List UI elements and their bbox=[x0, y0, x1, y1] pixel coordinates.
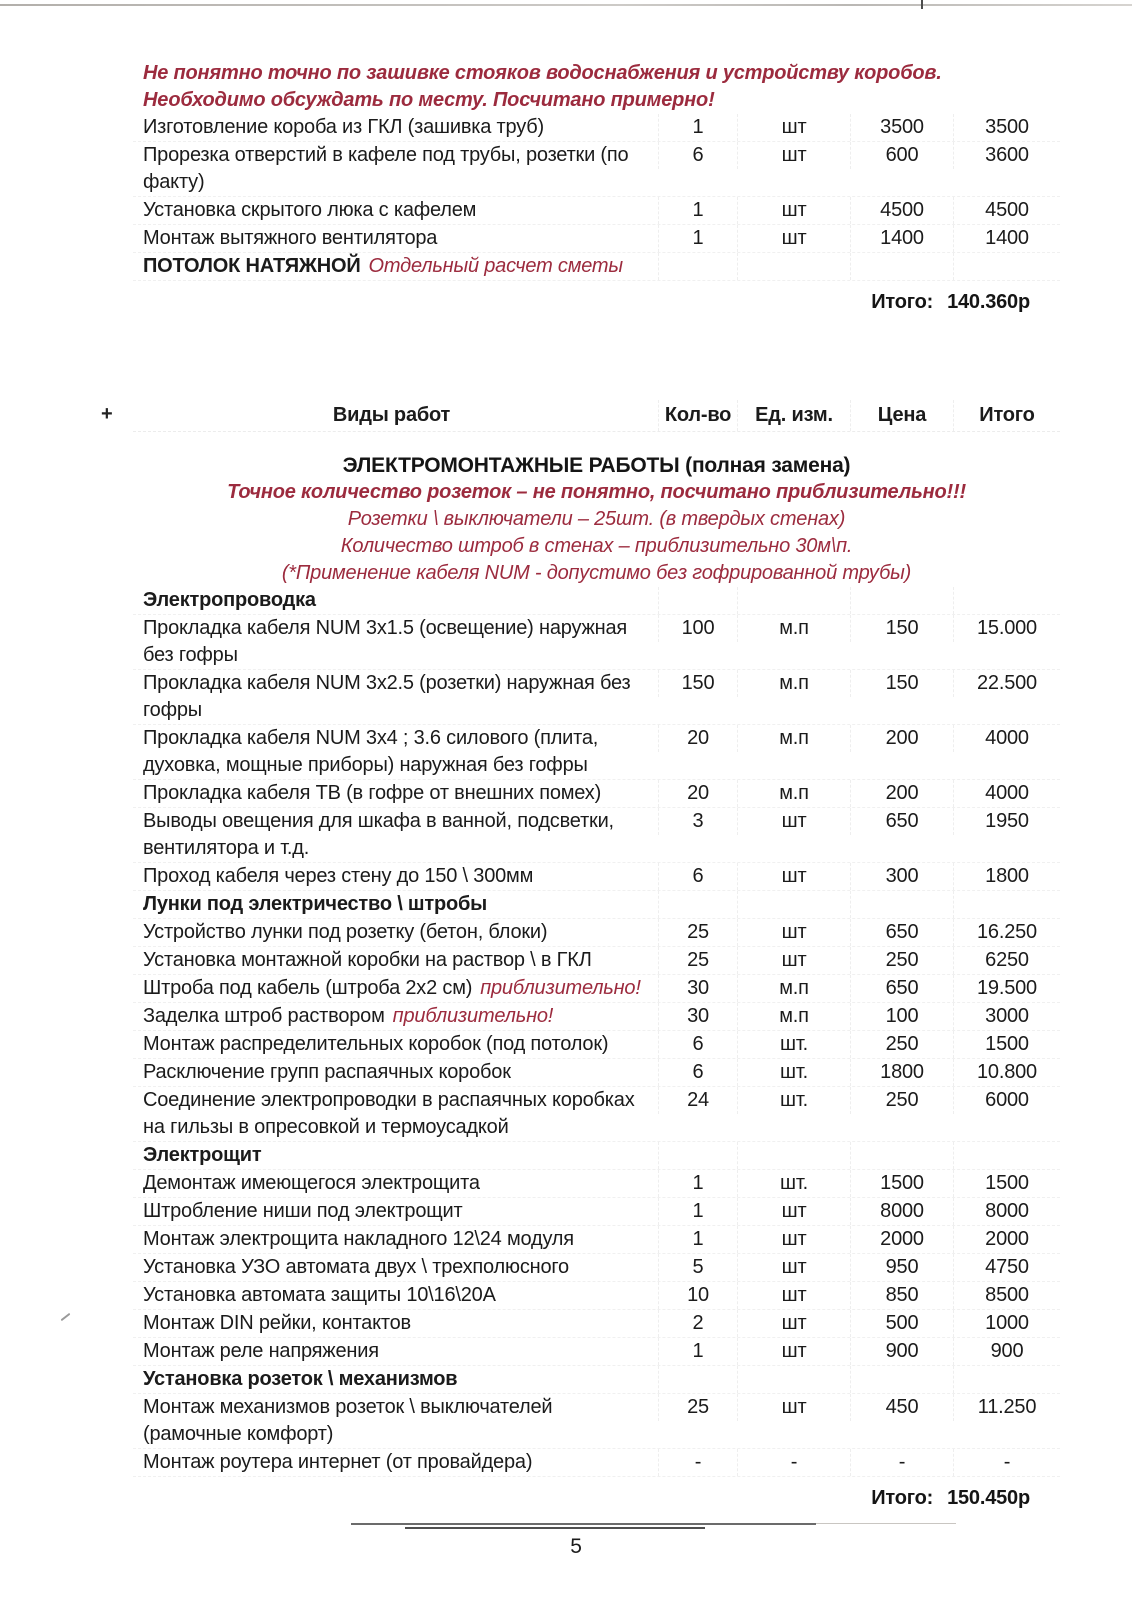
header-total: Итого bbox=[953, 400, 1060, 431]
work-description-cell bbox=[133, 1003, 658, 1030]
unit-cell: шт bbox=[737, 1282, 850, 1309]
unit-cell: м.п bbox=[737, 975, 850, 1002]
quantity-cell bbox=[658, 253, 737, 280]
unit-cell: шт bbox=[737, 142, 850, 169]
work-description-cell bbox=[133, 587, 658, 614]
subtotal-label: Итого: bbox=[871, 291, 934, 313]
unit-cell bbox=[737, 253, 850, 280]
price-cell: 1800 bbox=[850, 1059, 953, 1086]
work-description: ПОТОЛОК НАТЯЖНОЙ bbox=[143, 255, 361, 277]
unit-cell: м.п bbox=[737, 1003, 850, 1030]
price-cell: 2000 bbox=[850, 1226, 953, 1253]
price-cell bbox=[850, 587, 953, 614]
subtotal-label: Итого: bbox=[871, 1487, 934, 1509]
table-row bbox=[133, 1003, 1060, 1031]
unit-cell: м.п bbox=[737, 615, 850, 642]
header-unit: Ед. изм. bbox=[737, 400, 850, 431]
table-row bbox=[133, 1254, 1060, 1282]
total-cell: 2000 bbox=[953, 1226, 1060, 1253]
header-price: Цена bbox=[850, 400, 953, 431]
price-cell: 950 bbox=[850, 1254, 953, 1281]
total-cell: 3600 bbox=[953, 142, 1060, 169]
table-row bbox=[133, 670, 1060, 725]
table-row bbox=[133, 142, 1060, 197]
total-cell: 4500 bbox=[953, 197, 1060, 224]
unit-cell bbox=[737, 1366, 850, 1393]
price-cell: 500 bbox=[850, 1310, 953, 1337]
table-header-row bbox=[133, 400, 1060, 432]
work-description-cell bbox=[133, 1254, 658, 1281]
table-row bbox=[133, 1198, 1060, 1226]
subtotal-value: 140.360р bbox=[947, 291, 1030, 313]
total-cell: - bbox=[953, 1449, 1060, 1476]
work-description: Установка автомата защиты 10\16\20А bbox=[143, 1284, 496, 1306]
total-cell: 1800 bbox=[953, 863, 1060, 890]
table-row bbox=[133, 808, 1060, 863]
quantity-cell: 6 bbox=[658, 863, 737, 890]
unit-cell: шт bbox=[737, 919, 850, 946]
work-description: Прорезка отверстий в кафеле под трубы, розетки (по факту) bbox=[143, 144, 629, 193]
quantity-cell bbox=[658, 891, 737, 918]
unit-cell: шт. bbox=[737, 1059, 850, 1086]
total-cell: 3000 bbox=[953, 1003, 1060, 1030]
note-line: Точное количество розеток – не понятно, посчитано приблизительно!!! bbox=[227, 481, 966, 503]
total-cell: 11.250 bbox=[953, 1394, 1060, 1421]
price-cell: 1500 bbox=[850, 1170, 953, 1197]
work-description-note: приблизительно! bbox=[480, 977, 641, 999]
work-description-cell bbox=[133, 891, 658, 918]
note-line: Розетки \ выключатели – 25шт. (в твердых стенах) bbox=[347, 508, 846, 530]
total-cell: 4750 bbox=[953, 1254, 1060, 1281]
quantity-cell: 6 bbox=[658, 142, 737, 169]
quantity-cell: 1 bbox=[658, 1338, 737, 1365]
total-cell: 8000 bbox=[953, 1198, 1060, 1225]
work-table-top bbox=[133, 114, 1060, 281]
unit-cell: шт. bbox=[737, 1170, 850, 1197]
total-cell bbox=[953, 587, 1060, 614]
page-number: 5 bbox=[570, 1535, 582, 1558]
quantity-cell: 6 bbox=[658, 1031, 737, 1058]
quantity-cell: 100 bbox=[658, 615, 737, 642]
work-description-cell bbox=[133, 1059, 658, 1086]
total-cell: 1500 bbox=[953, 1031, 1060, 1058]
quantity-cell: 30 bbox=[658, 1003, 737, 1030]
price-cell: 450 bbox=[850, 1394, 953, 1421]
price-cell: 900 bbox=[850, 1338, 953, 1365]
work-description-cell bbox=[133, 1338, 658, 1365]
table-row bbox=[133, 919, 1060, 947]
total-cell: 8500 bbox=[953, 1282, 1060, 1309]
work-description: Устройство лунки под розетку (бетон, блоки) bbox=[143, 921, 548, 943]
work-description-note: приблизительно! bbox=[392, 1005, 554, 1027]
subtotal-line bbox=[133, 1485, 1030, 1512]
table-row bbox=[133, 253, 1060, 281]
work-description: Монтаж распределительных коробок (под потолок) bbox=[143, 1033, 609, 1055]
quantity-cell: 20 bbox=[658, 780, 737, 807]
table-row bbox=[133, 975, 1060, 1003]
scan-artifact-topline bbox=[0, 4, 1132, 6]
work-description-note: Отдельный расчет сметы bbox=[368, 255, 623, 277]
total-cell bbox=[953, 1142, 1060, 1169]
unit-cell: шт bbox=[737, 1338, 850, 1365]
work-description-cell bbox=[133, 1366, 658, 1393]
total-cell: 6000 bbox=[953, 1087, 1060, 1114]
work-description-cell bbox=[133, 225, 658, 252]
unit-cell: - bbox=[737, 1449, 850, 1476]
header-work-types: Виды работ bbox=[332, 404, 451, 426]
quantity-cell bbox=[658, 587, 737, 614]
price-cell: 4500 bbox=[850, 197, 953, 224]
header-quantity: Кол-во bbox=[658, 400, 737, 431]
unit-cell: шт bbox=[737, 1310, 850, 1337]
electrical-works-section bbox=[133, 452, 1060, 1512]
work-description: Лунки под электричество \ штробы bbox=[143, 893, 488, 915]
unit-cell: шт bbox=[737, 1198, 850, 1225]
work-description: Монтаж DIN рейки, контактов bbox=[143, 1312, 411, 1334]
work-description: Демонтаж имеющегося электрощита bbox=[143, 1172, 480, 1194]
work-description-cell bbox=[133, 947, 658, 974]
quantity-cell: 24 bbox=[658, 1087, 737, 1114]
total-cell: 3500 bbox=[953, 114, 1060, 141]
work-description: Прокладка кабеля NUM 3х2.5 (розетки) наружная без гофры bbox=[143, 672, 631, 721]
table-row bbox=[133, 197, 1060, 225]
unit-cell: шт bbox=[737, 808, 850, 835]
footer-rule-faint bbox=[816, 1523, 956, 1524]
price-cell: 200 bbox=[850, 780, 953, 807]
unit-cell: шт bbox=[737, 197, 850, 224]
table-row bbox=[133, 1338, 1060, 1366]
scan-artifact-tick bbox=[921, 0, 923, 9]
work-description: Соединение электропроводки в распаячных коробках на гильзы в опресовкой и термоусадкой bbox=[143, 1089, 635, 1138]
work-description-cell bbox=[133, 615, 658, 669]
work-description-cell bbox=[133, 1226, 658, 1253]
price-cell: 150 bbox=[850, 615, 953, 642]
unit-cell: м.п bbox=[737, 725, 850, 752]
work-description: Заделка штроб раствором bbox=[143, 1005, 385, 1027]
work-description: Установка монтажной коробки на раствор \ в ГКЛ bbox=[143, 949, 592, 971]
table-row bbox=[133, 1282, 1060, 1310]
work-description: Электропроводка bbox=[143, 589, 316, 611]
work-description: Штробление ниши под электрощит bbox=[143, 1200, 463, 1222]
unit-cell bbox=[737, 1142, 850, 1169]
quantity-cell: 25 bbox=[658, 947, 737, 974]
unit-cell: шт bbox=[737, 863, 850, 890]
work-description: Монтаж электрощита накладного 12\24 модуля bbox=[143, 1228, 574, 1250]
work-description-cell bbox=[133, 1449, 658, 1476]
work-description: Электрощит bbox=[143, 1144, 262, 1166]
unit-cell: шт. bbox=[737, 1031, 850, 1058]
total-cell: 1000 bbox=[953, 1310, 1060, 1337]
work-description: Выводы овещения для шкафа в ванной, подсветки, вентилятора и т.д. bbox=[143, 810, 614, 859]
price-cell: 250 bbox=[850, 1031, 953, 1058]
quantity-cell: 1 bbox=[658, 114, 737, 141]
work-description-cell bbox=[133, 253, 658, 280]
price-cell: 300 bbox=[850, 863, 953, 890]
total-cell bbox=[953, 891, 1060, 918]
table-row bbox=[133, 1087, 1060, 1142]
total-cell bbox=[953, 1366, 1060, 1393]
work-description-cell bbox=[133, 1394, 658, 1448]
table-row bbox=[133, 1031, 1060, 1059]
work-description: Проход кабеля через стену до 150 \ 300мм bbox=[143, 865, 534, 887]
unit-cell: шт bbox=[737, 1226, 850, 1253]
unit-cell: м.п bbox=[737, 670, 850, 697]
price-cell: 100 bbox=[850, 1003, 953, 1030]
total-cell: 1500 bbox=[953, 1170, 1060, 1197]
work-description-cell bbox=[133, 1170, 658, 1197]
table-row bbox=[133, 615, 1060, 670]
price-cell: 650 bbox=[850, 919, 953, 946]
total-cell: 19.500 bbox=[953, 975, 1060, 1002]
table-row bbox=[133, 225, 1060, 253]
unit-cell bbox=[737, 587, 850, 614]
work-description: Изготовление короба из ГКЛ (зашивка труб) bbox=[143, 116, 544, 138]
total-cell: 4000 bbox=[953, 725, 1060, 752]
work-description: Установка скрытого люка с кафелем bbox=[143, 199, 477, 221]
price-cell: 150 bbox=[850, 670, 953, 697]
work-description-cell bbox=[133, 1310, 658, 1337]
quantity-cell: 25 bbox=[658, 919, 737, 946]
unit-cell: шт bbox=[737, 1254, 850, 1281]
work-description-cell bbox=[133, 1198, 658, 1225]
work-description-cell bbox=[133, 114, 658, 141]
work-table-electrical bbox=[133, 587, 1060, 1477]
table-row bbox=[133, 725, 1060, 780]
total-cell: 22.500 bbox=[953, 670, 1060, 697]
price-cell: 650 bbox=[850, 975, 953, 1002]
price-cell bbox=[850, 1366, 953, 1393]
unit-cell: шт bbox=[737, 1394, 850, 1421]
work-description: Прокладка кабеля NUM 3х4 ; 3.6 силового (плита, духовка, мощные приборы) наружная без гофры bbox=[143, 727, 599, 776]
quantity-cell: 150 bbox=[658, 670, 737, 697]
work-description: Монтаж механизмов розеток \ выключателей (рамочные комфорт) bbox=[143, 1396, 553, 1445]
table-row bbox=[133, 863, 1060, 891]
work-description-cell bbox=[133, 142, 658, 196]
price-cell: 850 bbox=[850, 1282, 953, 1309]
quantity-cell: - bbox=[658, 1449, 737, 1476]
subtotal-value: 150.450р bbox=[947, 1487, 1030, 1509]
table-row bbox=[133, 1394, 1060, 1449]
quantity-cell: 6 bbox=[658, 1059, 737, 1086]
price-cell bbox=[850, 253, 953, 280]
work-description-cell bbox=[133, 1031, 658, 1058]
unit-cell bbox=[737, 891, 850, 918]
note-line: (*Применение кабеля NUM - допустимо без гофрированной трубы) bbox=[281, 562, 912, 584]
section-title: ЭЛЕКТРОМОНТАЖНЫЕ РАБОТЫ (полная замена) bbox=[342, 454, 851, 477]
price-cell: 200 bbox=[850, 725, 953, 752]
note-line: Количество штроб в стенах – приблизительно 30м\п. bbox=[340, 535, 853, 557]
table-row bbox=[133, 1059, 1060, 1087]
table-row bbox=[133, 1170, 1060, 1198]
quantity-cell bbox=[658, 1366, 737, 1393]
work-description-cell bbox=[133, 863, 658, 890]
unit-cell: м.п bbox=[737, 780, 850, 807]
quantity-cell: 25 bbox=[658, 1394, 737, 1421]
price-cell: 1400 bbox=[850, 225, 953, 252]
unit-cell: шт bbox=[737, 225, 850, 252]
work-description-cell bbox=[133, 975, 658, 1002]
work-description-cell bbox=[133, 808, 658, 862]
note-line: Не понятно точно по зашивке стояков водоснабжения и устройству коробов. bbox=[143, 62, 942, 84]
price-cell: 600 bbox=[850, 142, 953, 169]
table-row bbox=[133, 1310, 1060, 1338]
total-cell: 1950 bbox=[953, 808, 1060, 835]
table-row bbox=[133, 587, 1060, 615]
total-cell: 6250 bbox=[953, 947, 1060, 974]
price-cell bbox=[850, 1142, 953, 1169]
work-description: Монтаж реле напряжения bbox=[143, 1340, 379, 1362]
work-description-cell bbox=[133, 919, 658, 946]
quantity-cell: 1 bbox=[658, 1226, 737, 1253]
total-cell: 4000 bbox=[953, 780, 1060, 807]
quantity-cell: 1 bbox=[658, 1170, 737, 1197]
price-cell: 3500 bbox=[850, 114, 953, 141]
work-description-cell bbox=[133, 725, 658, 779]
price-cell bbox=[850, 891, 953, 918]
subtotal-line bbox=[133, 289, 1030, 316]
unit-cell: шт bbox=[737, 114, 850, 141]
footer-rule bbox=[351, 1523, 816, 1525]
quantity-cell: 10 bbox=[658, 1282, 737, 1309]
work-description: Монтаж вытяжного вентилятора bbox=[143, 227, 438, 249]
work-description: Монтаж роутера интернет (от провайдера) bbox=[143, 1451, 533, 1473]
total-cell: 16.250 bbox=[953, 919, 1060, 946]
price-cell: 250 bbox=[850, 947, 953, 974]
table-row bbox=[133, 1226, 1060, 1254]
table-row bbox=[133, 780, 1060, 808]
total-cell: 900 bbox=[953, 1338, 1060, 1365]
quantity-cell bbox=[658, 1142, 737, 1169]
quantity-cell: 20 bbox=[658, 725, 737, 752]
table-row bbox=[133, 1366, 1060, 1394]
work-description: Установка розеток \ механизмов bbox=[143, 1368, 458, 1390]
work-description: Штроба под кабель (штроба 2х2 см) bbox=[143, 977, 473, 999]
work-description: Расключение групп распаячных коробок bbox=[143, 1061, 511, 1083]
work-description-cell bbox=[133, 780, 658, 807]
quantity-cell: 1 bbox=[658, 1198, 737, 1225]
total-cell: 1400 bbox=[953, 225, 1060, 252]
price-cell: 8000 bbox=[850, 1198, 953, 1225]
total-cell: 15.000 bbox=[953, 615, 1060, 642]
table-row bbox=[133, 891, 1060, 919]
quantity-cell: 5 bbox=[658, 1254, 737, 1281]
table-row bbox=[133, 1142, 1060, 1170]
outline-plus-mark: + bbox=[101, 403, 113, 425]
quantity-cell: 30 bbox=[658, 975, 737, 1002]
table-row bbox=[133, 947, 1060, 975]
work-description-cell bbox=[133, 1087, 658, 1141]
work-description: Установка УЗО автомата двух \ трехполюсного bbox=[143, 1256, 569, 1278]
quantity-cell: 1 bbox=[658, 197, 737, 224]
price-cell: 250 bbox=[850, 1087, 953, 1114]
work-description: Прокладка кабеля NUM 3х1.5 (освещение) наружная без гофры bbox=[143, 617, 628, 666]
footer-rule-shadow bbox=[405, 1527, 705, 1529]
unit-cell: шт. bbox=[737, 1087, 850, 1114]
quantity-cell: 2 bbox=[658, 1310, 737, 1337]
unit-cell: шт bbox=[737, 947, 850, 974]
scan-artifact-stray-mark bbox=[61, 1313, 71, 1321]
table-header-block bbox=[101, 400, 1060, 432]
previous-table-continuation bbox=[133, 60, 1060, 316]
work-description-cell bbox=[133, 1142, 658, 1169]
quantity-cell: 3 bbox=[658, 808, 737, 835]
quantity-cell: 1 bbox=[658, 225, 737, 252]
note-line: Необходимо обсуждать по месту. Посчитано примерно! bbox=[143, 89, 715, 111]
total-cell: 10.800 bbox=[953, 1059, 1060, 1086]
table-row bbox=[133, 114, 1060, 142]
price-cell: 650 bbox=[850, 808, 953, 835]
work-description-cell bbox=[133, 1282, 658, 1309]
table-row bbox=[133, 1449, 1060, 1477]
work-description: Прокладка кабеля ТВ (в гофре от внешних помех) bbox=[143, 782, 602, 804]
total-cell bbox=[953, 253, 1060, 280]
price-cell: - bbox=[850, 1449, 953, 1476]
work-description-cell bbox=[133, 197, 658, 224]
work-description-cell bbox=[133, 670, 658, 724]
